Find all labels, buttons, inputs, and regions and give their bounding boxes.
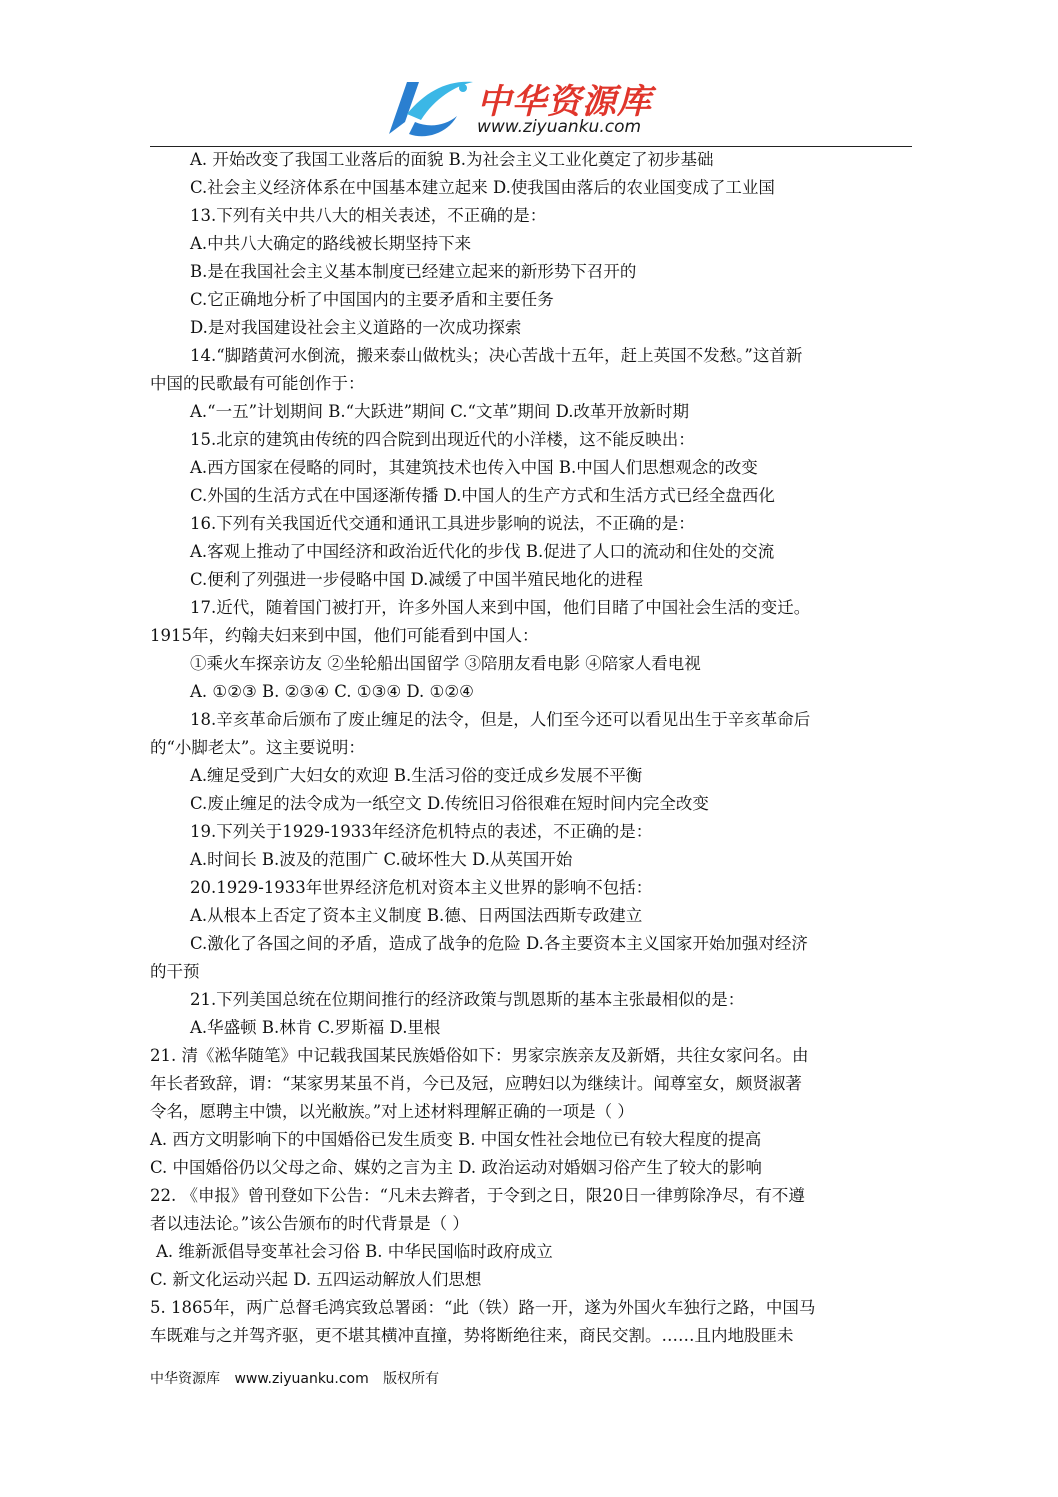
text-line: C.它正确地分析了中国国内的主要矛盾和主要任务 (190, 290, 554, 309)
text-line: 年长者致辞，谓：“某家男某虽不肖，今已及冠，应聘妇以为继续计。闻尊室女，颇贤淑著 (150, 1074, 802, 1093)
text-line: A.“一五”计划期间 B.“大跃进”期间 C.“文革”期间 D.改革开放新时期 (190, 402, 690, 421)
text-line: ①乘火车探亲访友 ②坐轮船出国留学 ③陪朋友看电影 ④陪家人看电视 (190, 654, 701, 673)
text-line: 5. 1865年，两广总督毛鸿宾致总署函：“此（铁）路一开，遂为外国火车独行之路，中国马 (150, 1298, 816, 1317)
text-line: C.外国的生活方式在中国逐渐传播 D.中国人的生产方式和生活方式已经全盘西化 (190, 486, 775, 505)
text-line: C.激化了各国之间的矛盾，造成了战争的危险 D.各主要资本主义国家开始加强对经济 (190, 934, 808, 953)
text-line: 13.下列有关中共八大的相关表述，不正确的是： (190, 206, 547, 225)
text-line: A. 维新派倡导变革社会习俗 B. 中华民国临时政府成立 (156, 1242, 553, 1261)
text-line: C.社会主义经济体系在中国基本建立起来 D.使我国由落后的农业国变成了工业国 (190, 178, 775, 197)
text-line: A.从根本上否定了资本主义制度 B.德、日两国法西斯专政建立 (190, 906, 643, 925)
logo-title: 中华资源库 (477, 82, 652, 122)
text-line: C.废止缠足的法令成为一纸空文 D.传统旧习俗很难在短时间内完全改变 (190, 794, 709, 813)
text-line: 18.辛亥革命后颁布了废止缠足的法令，但是，人们至今还可以看见出生于辛亥革命后 (190, 710, 811, 729)
text-line: 19.下列关于1929-1933年经济危机特点的表述，不正确的是： (190, 822, 653, 841)
text-line: 的干预 (150, 962, 200, 981)
text-line: 中国的民歌最有可能创作于： (150, 374, 365, 393)
text-line: 21.下列美国总统在位期间推行的经济政策与凯恩斯的基本主张最相似的是： (190, 990, 745, 1009)
header-divider (150, 146, 912, 147)
text-line: 16.下列有关我国近代交通和通讯工具进步影响的说法，不正确的是： (190, 514, 695, 533)
text-line: 17.近代，随着国门被打开，许多外国人来到中国，他们目睹了中国社会生活的变迁。 (190, 598, 811, 617)
text-line: 14.“脚踏黄河水倒流，搬来泰山做枕头；决心苦战十五年，赶上英国不发愁。”这首新 (190, 346, 803, 365)
page-footer (150, 1368, 449, 1388)
text-line: 15.北京的建筑由传统的四合院到出现近代的小洋楼，这不能反映出： (190, 430, 695, 449)
text-line: A. 开始改变了我国工业落后的面貌 B.为社会主义工业化奠定了初步基础 (190, 150, 714, 169)
site-logo (385, 72, 685, 144)
text-line: C. 中国婚俗仍以父母之命、媒妁之言为主 D. 政治运动对婚姻习俗产生了较大的影响 (150, 1158, 762, 1177)
text-line: C. 新文化运动兴起 D. 五四运动解放人们思想 (150, 1270, 482, 1289)
text-line: A. 西方文明影响下的中国婚俗已发生质变 B. 中国女性社会地位已有较大程度的提高 (150, 1130, 762, 1149)
text-line: C.便利了列强进一步侵略中国 D.减缓了中国半殖民地化的进程 (190, 570, 643, 589)
text-line: 20.1929-1933年世界经济危机对资本主义世界的影响不包括： (190, 878, 653, 897)
text-line: A.中共八大确定的路线被长期坚持下来 (190, 234, 472, 253)
text-line: A.西方国家在侵略的同时，其建筑技术也传入中国 B.中国人们思想观念的改变 (190, 458, 758, 477)
text-line: A.缠足受到广大妇女的欢迎 B.生活习俗的变迁成乡发展不平衡 (190, 766, 643, 785)
logo-url: www.ziyuanku.com (477, 117, 642, 137)
text-line: 者以违法论。”该公告颁布的时代背景是（ ） (150, 1214, 469, 1233)
text-line: 22. 《申报》曾刊登如下公告：“凡未去辫者，于令到之日，限20日一律剪除净尽，有不遵 (150, 1186, 805, 1205)
footer-url: www.ziyuanku.com (234, 1371, 369, 1387)
text-line: 车既难与之并驾齐驱，更不堪其横冲直撞，势将断绝往来，商民交割。……且内地股匪未 (150, 1326, 794, 1345)
footer-rights: 版权所有 (383, 1371, 440, 1387)
text-line: 21. 清《淞华随笔》中记载我国某民族婚俗如下：男家宗族亲友及新婿，共往女家问名。由 (150, 1046, 809, 1065)
footer-site: 中华资源库 (150, 1371, 220, 1387)
text-line: 1915年，约翰夫妇来到中国，他们可能看到中国人： (150, 626, 539, 645)
text-line: A. ①②③ B. ②③④ C. ①③④ D. ①②④ (190, 682, 474, 701)
text-line: A.华盛顿 B.林肯 C.罗斯福 D.里根 (190, 1018, 441, 1037)
text-line: 的“小脚老太”。这主要说明： (150, 738, 365, 757)
text-line: A.时间长 B.波及的范围广 C.破坏性大 D.从英国开始 (190, 850, 573, 869)
text-line: A.客观上推动了中国经济和政治近代化的步伐 B.促进了人口的流动和住处的交流 (190, 542, 775, 561)
text-line: B.是在我国社会主义基本制度已经建立起来的新形势下召开的 (190, 262, 637, 281)
logo-k-mark-icon (385, 72, 477, 144)
text-line: 令名，愿聘主中馈，以光敝族。”对上述材料理解正确的一项是（ ） (150, 1102, 634, 1121)
text-line: D.是对我国建设社会主义道路的一次成功探索 (190, 318, 522, 337)
